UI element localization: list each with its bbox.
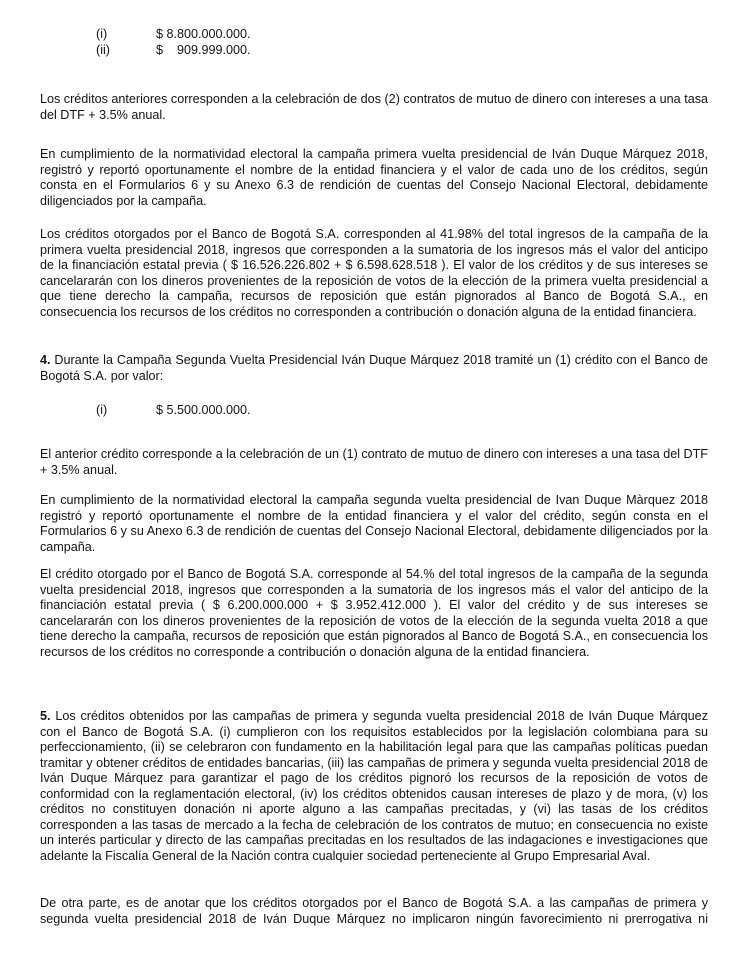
credit-amount-row xyxy=(96,43,251,59)
amount-value: $ 909.999.000. xyxy=(156,42,251,57)
amount-label: (ii) xyxy=(96,42,110,57)
credit-amount-list-second xyxy=(96,403,251,419)
amount-label: (i) xyxy=(96,403,108,417)
section-5-paragraph xyxy=(40,709,708,864)
section-text: Los créditos obtenidos por las campañas de primera y segunda vuelta presidencial 2018 de Iván Duque Márquez con el Banco de Bogotá S.A. (i) cumplieron con los requisitos establecidos por la legislación colombiana para su perfeccionamiento, (ii) se celebraron con fundamento en la habilitación legal para que las campañas políticas puedan tramitar y obtener créditos de entidades bancarias, (iii) las campañas de primera y segunda vuelta presidencial 2018 de Iván Duque Márquez para garantizar el pago de los créditos pignoró los recursos de la reposición de votos de conformidad con la reglamentación electoral, (iv) los créditos obtenidos causan intereses de plazo y de mora, (v) los créditos no constituyen donación ni aporte alguno a las campañas precitadas, y (vi) las tasas de los créditos corresponden a las tasas de mercado a la fecha de celebración de los contratos de mutuo; en consecuencia no existe un interés particular y directo de las campañas precitadas en los resultados de las indagaciones e investigaciones que adelante la Fiscalía General de la Nación contra cualquier sociedad perteneciente al Grupo Empresarial Aval. xyxy=(40,709,708,863)
paragraph-no-favoritism: De otra parte, es de anotar que los créditos otorgados por el Banco de Bogotá S.A. a las campañas de primera y segunda vuelta presidencial 2018 de Iván Duque Márquez no implicaron ningún favorecimiento ni prerrogativa ni xyxy=(40,896,708,926)
paragraph-first-round-compliance: En cumplimiento de la normatividad electoral la campaña primera vuelta presidencial de Iván Duque Márquez 2018, registró y reportó oportunamente el nombre de la entidad financiera y el valor de cada uno de los créditos, según consta en el Formularios 6 y su Anexo 6.3 de rendición de cuentas del Consejo Nacional Electoral, debidamente diligenciados por la campaña. xyxy=(40,147,708,208)
paragraph-first-round-percentage: Los créditos otorgados por el Banco de Bogotá S.A. corresponden al 41.98% del total ingresos de la campaña de la primera vuelta presidencial 2018, ingresos que corresponden a la sumatoria de los ingresos más el valor del anticipo de la financiación estatal previa ( $ 16.526.226.802 + $ 6.598.628.518 ). El valor de los créditos y de sus intereses se cancelararán con los dineros provenientes de la reposición de votos de la elección de la primera vuelta presidencial a que tiene derecho la campaña, recursos de reposición que están pignorados al Banco de Bogotá S.A., en consecuencia los recursos de los créditos no corresponden a contribución o donación alguna de la entidad financiera. xyxy=(40,227,708,319)
section-text: Durante la Campaña Segunda Vuelta Presidencial Iván Duque Márquez 2018 tramité un (1) crédito con el Banco de Bogotá S.A. por valor: xyxy=(40,353,708,383)
credit-amount-list-first xyxy=(96,27,251,58)
credit-amount-row xyxy=(96,27,251,43)
section-number: 4. xyxy=(40,353,51,367)
paragraph-second-round-percentage: El crédito otorgado por el Banco de Bogotá S.A. corresponde al 54.% del total ingresos de la campaña de la segunda vuelta presidencial 2018, ingresos que corresponden a la sumatoria de los ingresos más el valor del anticipo de la financiación estatal previa ( $ 6.200.000.000 + $ 3.952.412.000 ). El valor del crédito y de sus intereses se cancelararán con los dineros provenientes de la reposición de votos de la elección de la segunda vuelta 2018 a que tiene derecho la campaña, recursos de reposición que están pignorados al Banco de Bogotá S.A., en consecuencia los recursos de los créditos no corresponde a contribución o donación alguna de la entidad financiera. xyxy=(40,567,708,659)
amount-value: $ 8.800.000.000. xyxy=(156,27,251,41)
amount-label: (i) xyxy=(96,27,108,41)
paragraph-second-round-rate: El anterior crédito corresponde a la celebración de un (1) contrato de mutuo de dinero con intereses a una tasa del DTF + 3.5% anual. xyxy=(40,447,708,477)
section-number: 5. xyxy=(40,709,51,723)
paragraph-credits-rate: Los créditos anteriores corresponden a la celebración de dos (2) contratos de mutuo de dinero con intereses a una tasa del DTF + 3.5% anual. xyxy=(40,92,708,122)
credit-amount-row xyxy=(96,403,251,419)
paragraph-second-round-compliance: En cumplimiento de la normatividad electoral la campaña segunda vuelta presidencial de Ivan Duque Màrquez 2018 registró y reportó oportunamente el nombre de la entidad financiera y el valor del crédito, según consta en el Formularios 6 y su Anexo 6.3 de rendición de cuentas del Consejo Nacional Electoral, debidamente diligenciados por la campaña. xyxy=(40,493,708,554)
amount-value: $ 5.500.000.000. xyxy=(156,403,251,417)
section-4-heading-paragraph xyxy=(40,353,708,384)
